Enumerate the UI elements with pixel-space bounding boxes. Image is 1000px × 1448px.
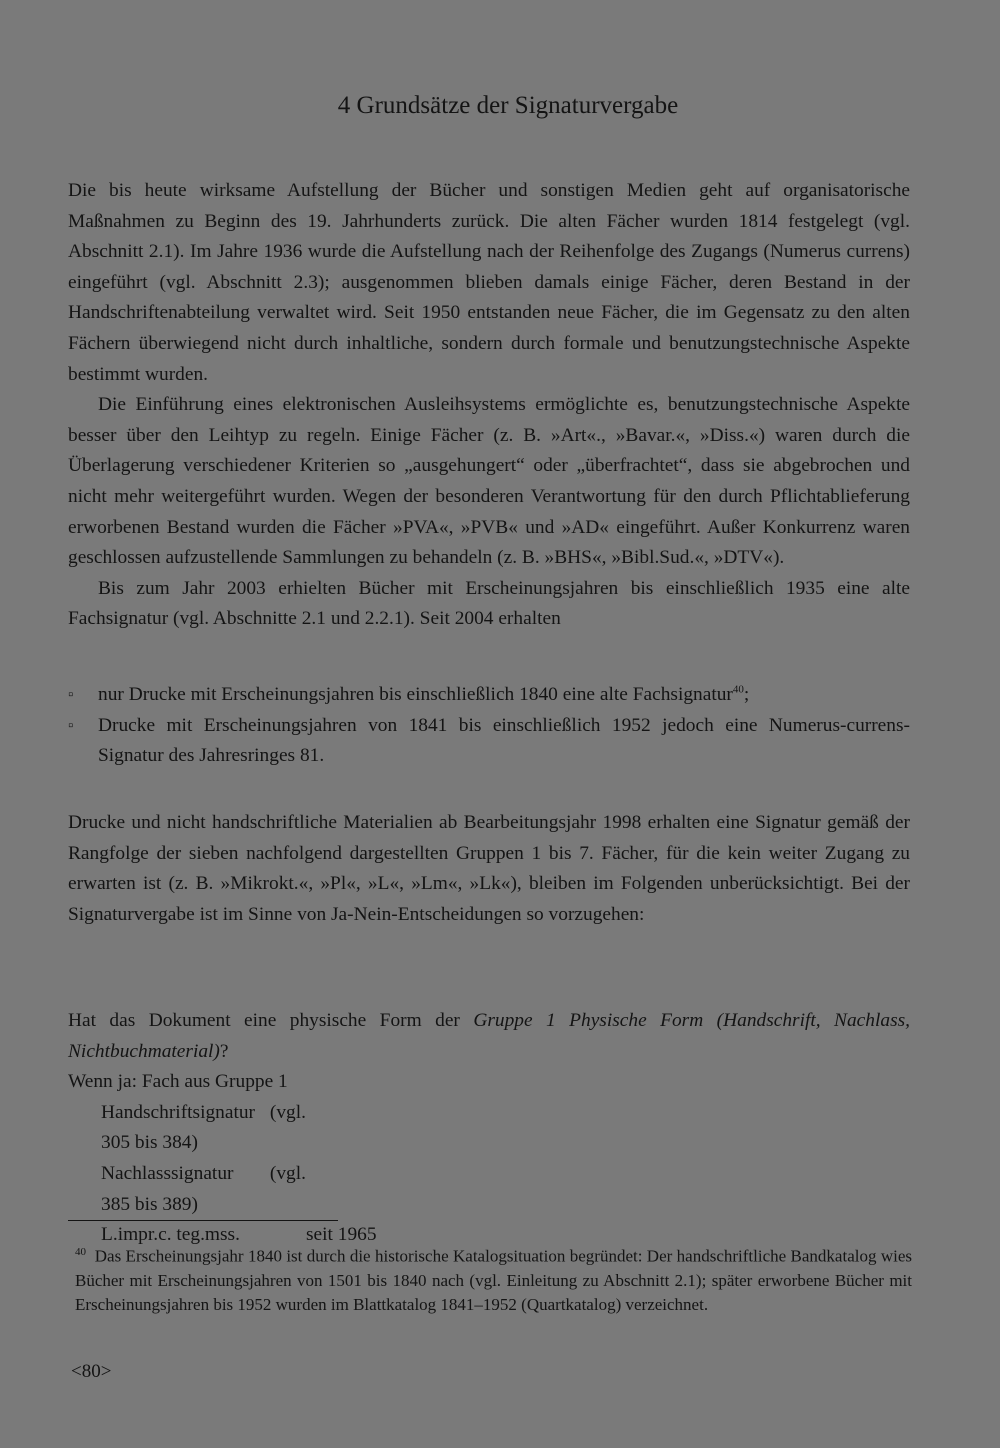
paragraph-3: Bis zum Jahr 2003 erhielten Bücher mit Erscheinungsjahren bis einschließlich 1935 eine alte Fachsignatur (vgl. Abschnitte 2.1 und 2.2.1). Seit 2004 erhalten	[68, 577, 910, 630]
paragraph-2: Die Einführung eines elektronischen Ausleihsystems ermöglichte es, benutzungstechnische Aspekte besser über den Leihtyp zu regeln. Einige Fächer (z. B. »Art«., »Bavar.«, »Diss.«) waren durch die Überlagerung verschiedener Kriterien so „ausgehungert“ oder „überfrachtet“, dass sie abgebrochen und nicht mehr weitergeführt wurden. Wegen der besonderen Verantwortung für den durch Pflichtablieferung erworbenen Bestand wurden die Fächer »PVA«, »PVB« und »AD« eingeführt. Außer Konkurrenz waren geschlossen aufzustellende Sammlungen zu behandeln (z. B. »BHS«, »Bibl.Sud.«, »DTV«).	[68, 394, 910, 569]
group-item-note: seit 1965	[306, 1224, 377, 1246]
group-name: Gruppe 1 Physische Form (Handschrift, Nachlass, Nichtbuchmaterial)	[68, 1010, 911, 1062]
group-item-name: Nachlasssignatur (vgl. 385 bis 389)	[101, 1162, 306, 1215]
list-item-text: nur Drucke mit Erscheinungsjahren bis einschließlich 1840 eine alte Fachsignatur	[98, 684, 733, 705]
footnote-text: Das Erscheinungsjahr 1840 ist durch die historische Katalogsituation begründet: Der handschriftliche Bandkatalog wies Bücher mit Erscheinungsjahren von 1501 bis 1840 nach (vgl. Einleitung zu Abschnitt 2.1); später erworbene Bücher mit Erscheinungsjahren bis 1952 wurden im Blattkatalog 1841–1952 (Quartkatalog) verzeichnet.	[75, 1246, 913, 1315]
footnote-reference[interactable]: 40	[732, 683, 744, 696]
footnote	[75, 1240, 912, 1318]
list-item-text: Drucke mit Erscheinungsjahren von 1841 bis einschließlich 1952 jedoch eine Numerus-currens-Signatur des Jahresringes 81.	[98, 714, 910, 767]
decision-question	[68, 1006, 910, 1251]
group-item	[68, 1159, 910, 1220]
list-item-punct: ;	[743, 684, 750, 705]
question-suffix: ?	[219, 1040, 229, 1062]
paragraph-4: Drucke und nicht handschriftliche Materialien ab Bearbeitungsjahr 1998 erhalten eine Signatur gemäß der Rangfolge der sieben nachfolgend dargestellten Gruppen 1 bis 7. Fächer, für die kein weiter Zugang zu erwarten ist (z. B. »Mikrokt.«, »Pl«, »L«, »Lm«, »Lk«), bleiben im Folgenden unberücksichtigt. Bei der Signaturvergabe ist im Sinne von Ja-Nein-Entscheidungen so vorzugehen:	[68, 812, 910, 925]
page-number: <80>	[71, 1361, 112, 1382]
list-item	[68, 711, 910, 772]
chapter-title: 4 Grundsätze der Signaturvergabe	[337, 92, 679, 119]
list-item	[68, 680, 910, 711]
group-item	[68, 1098, 910, 1159]
intro-text	[68, 176, 910, 635]
footnote-divider	[68, 1220, 338, 1221]
group-item-name: L.impr.c. teg.mss.	[101, 1224, 240, 1246]
square-bullet-icon: ▫	[68, 687, 74, 703]
footnote-number: 40	[75, 1246, 86, 1258]
paragraph-1: Die bis heute wirksame Aufstellung der Bücher und sonstigen Medien geht auf organisatorische Maßnahmen zu Beginn des 19. Jahrhunderts zurück. Die alten Fächer wurden 1814 festgelegt (vgl. Abschnitt 2.1). Im Jahre 1936 wurde die Aufstellung nach der Reihenfolge des Zugangs (Numerus currens) eingeführt (vgl. Abschnitt 2.3); ausgenommen blieben damals einige Fächer, deren Bestand in der Handschriftenabteilung verwaltet wird. Seit 1950 entstanden neue Fächer, die im Gegensatz zu den alten Fächern überwiegend nicht durch inhaltliche, sondern durch formale und benutzungstechnische Aspekte bestimmt wurden.	[68, 180, 910, 385]
question-prefix: Hat das Dokument eine physische Form der	[68, 1010, 474, 1031]
square-bullet-icon: ▫	[68, 717, 74, 734]
group-item-name: Handschriftsignatur (vgl. 305 bis 384)	[101, 1101, 306, 1154]
bullet-list	[68, 680, 910, 772]
rules-text	[68, 808, 910, 930]
question-text	[68, 1006, 910, 1067]
answer-line: Wenn ja: Fach aus Gruppe 1	[68, 1071, 288, 1093]
